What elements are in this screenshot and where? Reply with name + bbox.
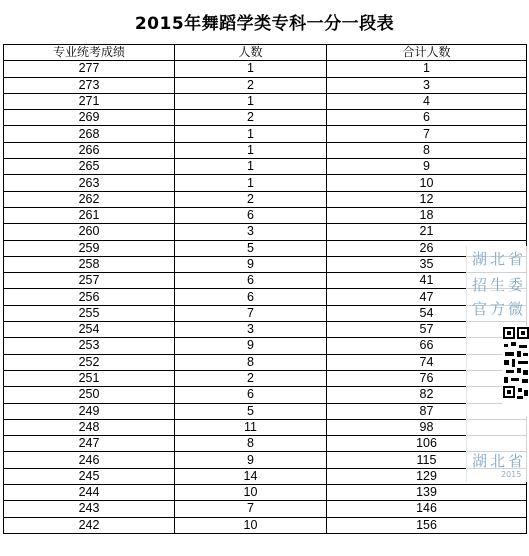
watermark-text-2: 招生委: [472, 276, 527, 294]
cell-score: 253: [4, 338, 175, 354]
cell-count: 1: [175, 175, 327, 191]
cell-score: 247: [4, 436, 175, 452]
cell-count: 3: [175, 322, 327, 338]
cell-count: 6: [175, 289, 327, 305]
cell-cumulative: 139: [327, 485, 527, 501]
watermark-small-text: 2015: [501, 470, 522, 479]
cell-score: 263: [4, 175, 175, 191]
cell-count: 10: [175, 485, 327, 501]
table-row: [4, 517, 527, 533]
cell-count: 1: [175, 159, 327, 175]
table-row: [4, 468, 527, 484]
table-row: [4, 305, 527, 321]
cell-score: 249: [4, 403, 175, 419]
cell-cumulative: 7: [327, 126, 527, 142]
cell-cumulative: 10: [327, 175, 527, 191]
cell-cumulative: 146: [327, 501, 527, 517]
cell-count: 9: [175, 338, 327, 354]
table-row: [4, 159, 527, 175]
cell-score: 262: [4, 191, 175, 207]
cell-score: 273: [4, 77, 175, 93]
cell-count: 1: [175, 142, 327, 158]
table-row: [4, 354, 527, 370]
cell-count: 14: [175, 468, 327, 484]
cell-score: 246: [4, 452, 175, 468]
cell-cumulative: 9: [327, 159, 527, 175]
cell-count: 11: [175, 419, 327, 435]
cell-cumulative: 66: [327, 338, 527, 354]
table-row: [4, 501, 527, 517]
cell-count: 8: [175, 436, 327, 452]
table-row: [4, 289, 527, 305]
header-count: 人数: [175, 45, 327, 61]
cell-cumulative: 76: [327, 370, 527, 386]
cell-cumulative: 21: [327, 224, 527, 240]
cell-score: 255: [4, 305, 175, 321]
cell-cumulative: 74: [327, 354, 527, 370]
cell-count: 2: [175, 77, 327, 93]
cell-score: 269: [4, 110, 175, 126]
page-title: 2015年舞蹈学类专科一分一段表: [134, 14, 395, 34]
header-score: 专业统考成绩: [4, 45, 175, 61]
cell-cumulative: 26: [327, 240, 527, 256]
cell-count: 2: [175, 110, 327, 126]
cell-score: 252: [4, 354, 175, 370]
table-row: [4, 142, 527, 158]
cell-cumulative: 4: [327, 93, 527, 109]
cell-cumulative: 1: [327, 61, 527, 77]
table-row: [4, 273, 527, 289]
cell-cumulative: 54: [327, 305, 527, 321]
watermark-text-3: 官方微: [472, 300, 527, 318]
table-row: [4, 370, 527, 386]
qr-code-icon: [502, 326, 529, 416]
watermark-text-1: 湖北省: [472, 250, 527, 268]
score-distribution-table: [3, 44, 527, 534]
cell-cumulative: 106: [327, 436, 527, 452]
cell-count: 2: [175, 370, 327, 386]
cell-count: 6: [175, 387, 327, 403]
table-row: [4, 110, 527, 126]
cell-score: 265: [4, 159, 175, 175]
cell-score: 250: [4, 387, 175, 403]
watermark-text-4: 湖北省: [472, 452, 527, 470]
table-row: [4, 93, 527, 109]
cell-score: 260: [4, 224, 175, 240]
table-row: [4, 175, 527, 191]
cell-score: 258: [4, 256, 175, 272]
cell-cumulative: 98: [327, 419, 527, 435]
cell-count: 1: [175, 93, 327, 109]
cell-score: 251: [4, 370, 175, 386]
cell-score: 261: [4, 207, 175, 223]
table-row: [4, 387, 527, 403]
cell-score: 254: [4, 322, 175, 338]
table-row: [4, 61, 527, 77]
cell-count: 5: [175, 403, 327, 419]
cell-count: 2: [175, 191, 327, 207]
cell-count: 1: [175, 126, 327, 142]
cell-cumulative: 129: [327, 468, 527, 484]
cell-count: 10: [175, 517, 327, 533]
table-row: [4, 485, 527, 501]
cell-cumulative: 57: [327, 322, 527, 338]
cell-count: 8: [175, 354, 327, 370]
header-cumulative: 合计人数: [327, 45, 527, 61]
cell-score: 245: [4, 468, 175, 484]
table-row: [4, 240, 527, 256]
cell-cumulative: 35: [327, 256, 527, 272]
table-row: [4, 403, 527, 419]
cell-count: 9: [175, 256, 327, 272]
table-row: [4, 419, 527, 435]
cell-cumulative: 41: [327, 273, 527, 289]
table-row: [4, 77, 527, 93]
table-row: [4, 256, 527, 272]
table-row: [4, 338, 527, 354]
cell-score: 256: [4, 289, 175, 305]
cell-cumulative: 3: [327, 77, 527, 93]
cell-cumulative: 8: [327, 142, 527, 158]
cell-cumulative: 47: [327, 289, 527, 305]
cell-count: 5: [175, 240, 327, 256]
cell-count: 7: [175, 501, 327, 517]
table-row: [4, 207, 527, 223]
cell-score: 259: [4, 240, 175, 256]
cell-score: 243: [4, 501, 175, 517]
table-row: [4, 436, 527, 452]
cell-score: 268: [4, 126, 175, 142]
cell-cumulative: 115: [327, 452, 527, 468]
cell-cumulative: 156: [327, 517, 527, 533]
cell-cumulative: 12: [327, 191, 527, 207]
cell-count: 6: [175, 207, 327, 223]
cell-cumulative: 18: [327, 207, 527, 223]
table-row: [4, 126, 527, 142]
cell-score: 257: [4, 273, 175, 289]
cell-score: 244: [4, 485, 175, 501]
table-row: [4, 191, 527, 207]
cell-count: 6: [175, 273, 327, 289]
cell-score: 248: [4, 419, 175, 435]
cell-cumulative: 87: [327, 403, 527, 419]
table-row: [4, 322, 527, 338]
watermark: [466, 246, 529, 482]
cell-cumulative: 82: [327, 387, 527, 403]
cell-count: 3: [175, 224, 327, 240]
table-header-row: [4, 45, 527, 61]
cell-count: 1: [175, 61, 327, 77]
table-row: [4, 224, 527, 240]
cell-score: 242: [4, 517, 175, 533]
cell-count: 9: [175, 452, 327, 468]
cell-score: 277: [4, 61, 175, 77]
cell-score: 266: [4, 142, 175, 158]
cell-cumulative: 6: [327, 110, 527, 126]
cell-score: 271: [4, 93, 175, 109]
table-row: [4, 452, 527, 468]
cell-count: 7: [175, 305, 327, 321]
